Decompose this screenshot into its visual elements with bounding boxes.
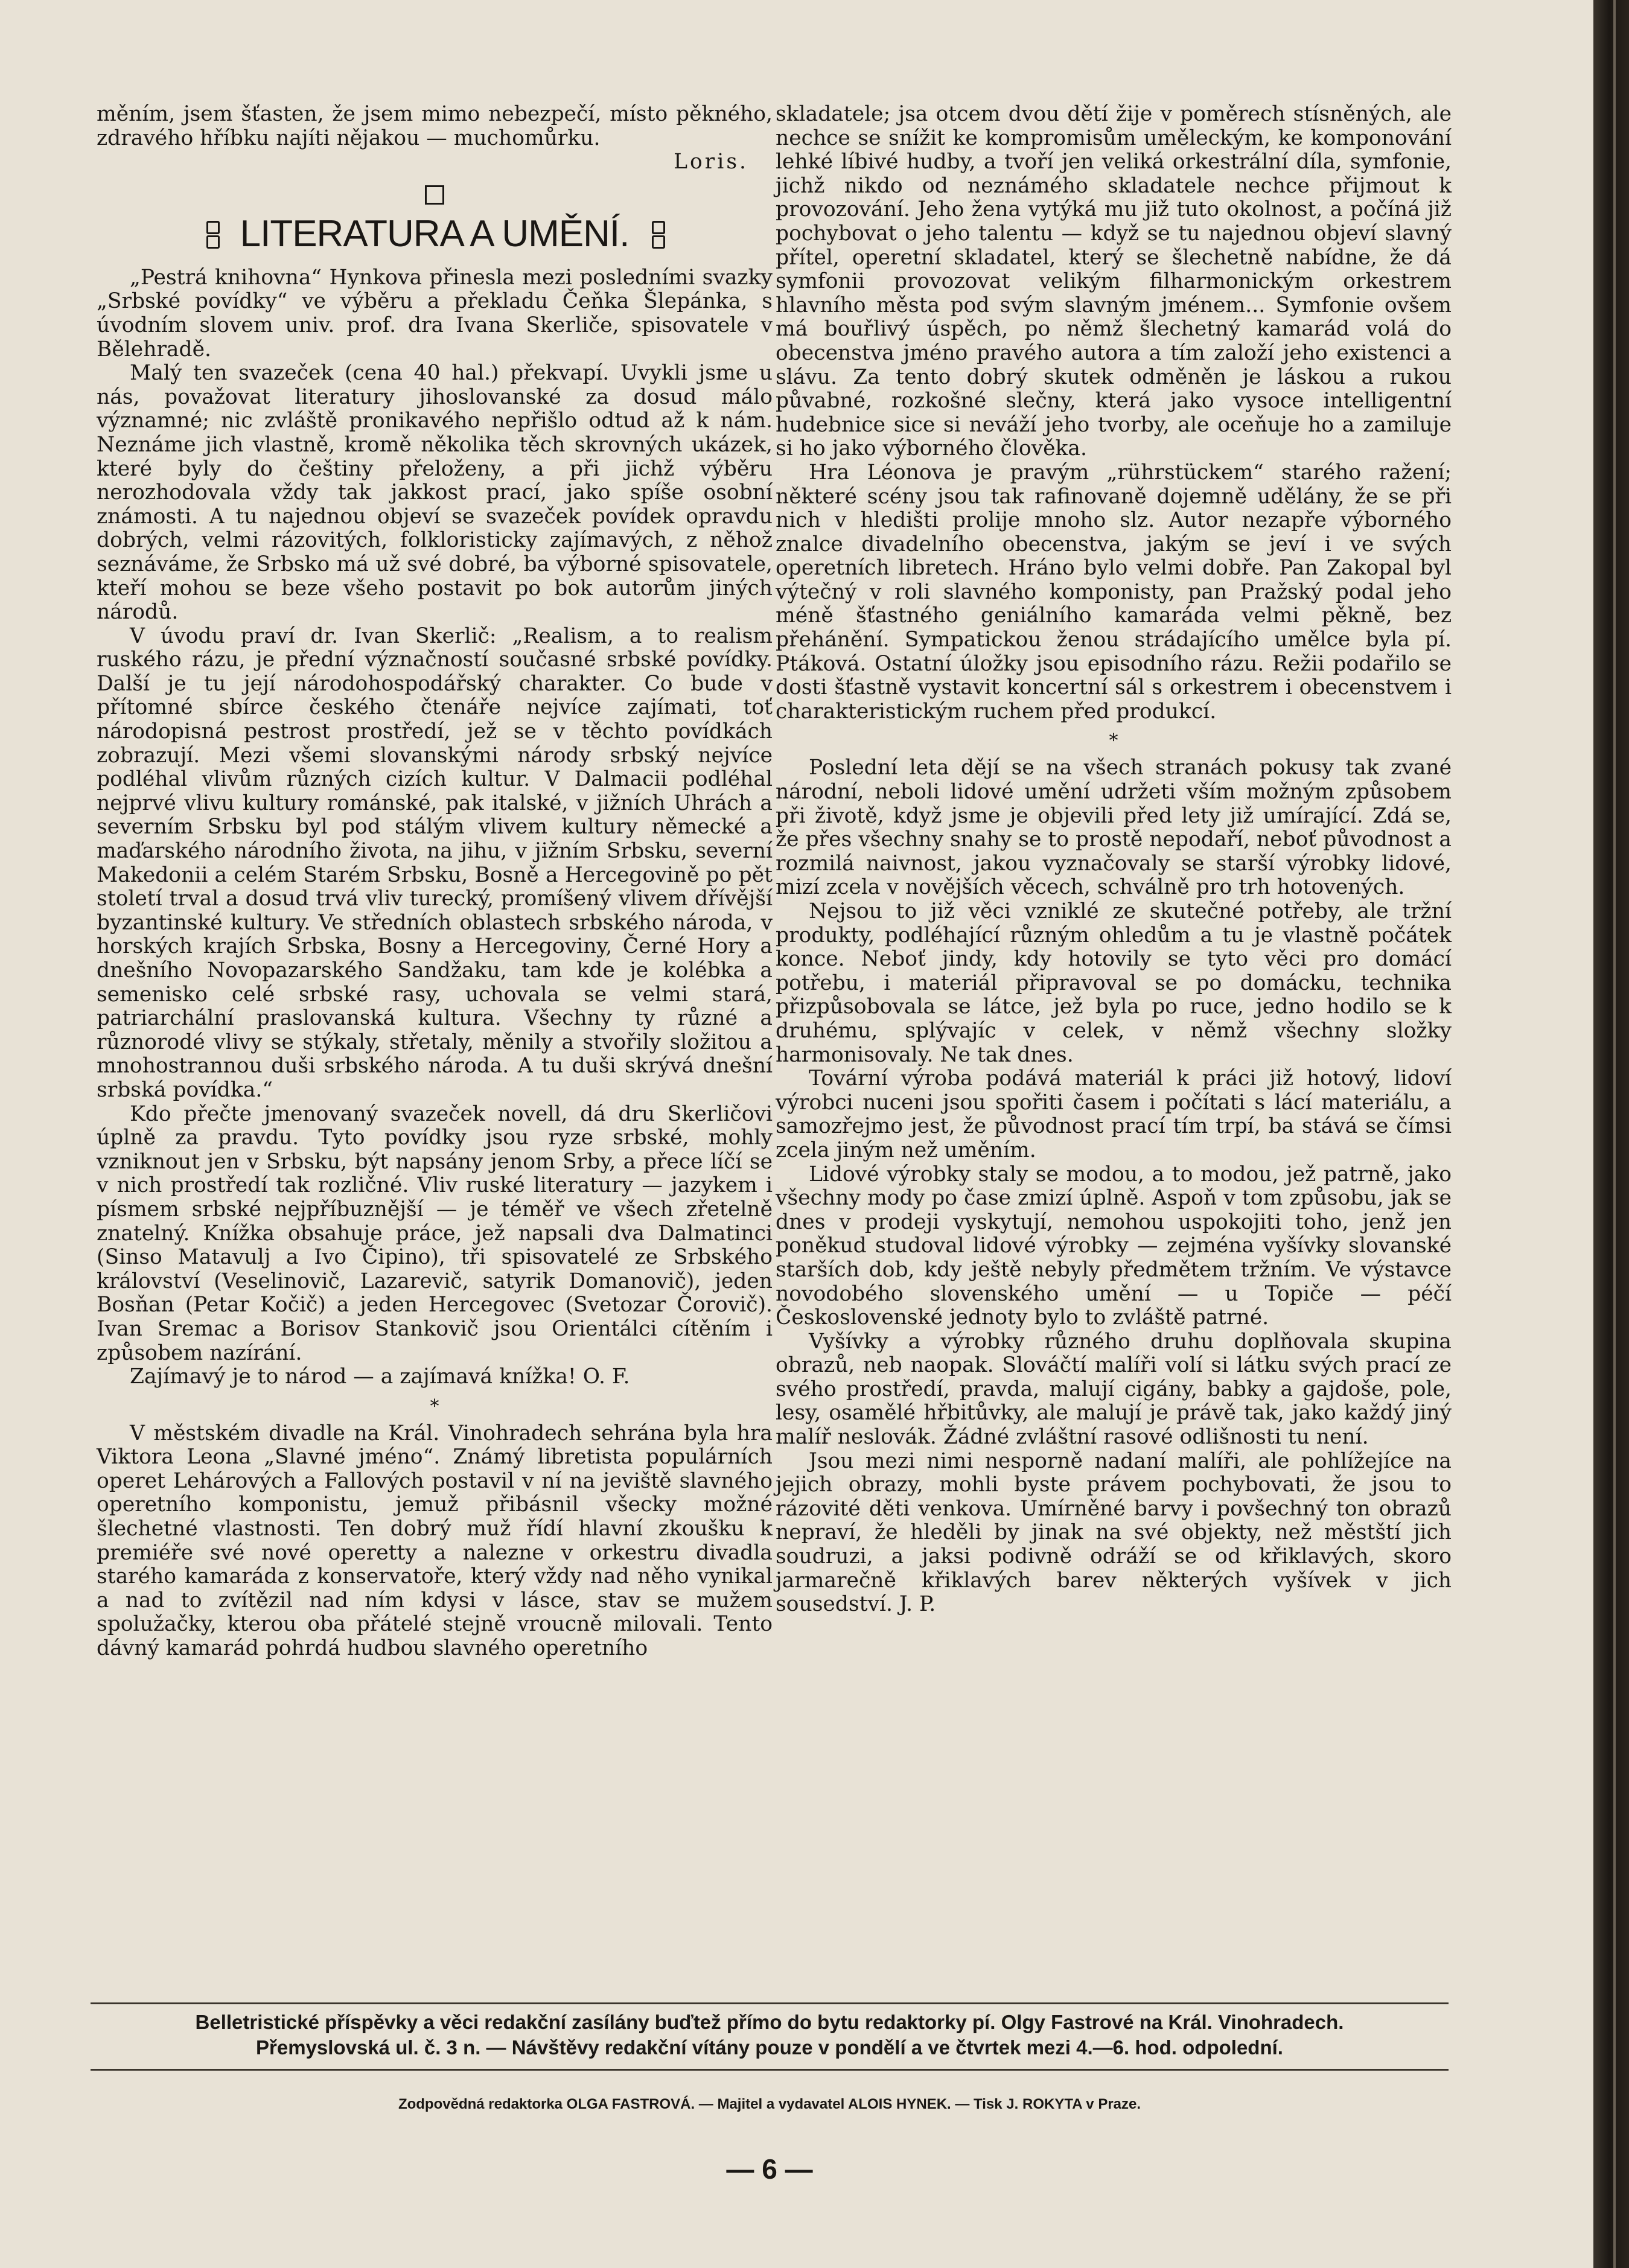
heading-ornament-left-icon — [206, 221, 217, 247]
section-separator: * — [1109, 730, 1118, 752]
article-paragraph: Kdo přečte jmenovaný svazeček novell, dá dru Skerličovi úplně za pravdu. Tyto povídky jsou ryze srbské, mohly vzniknout jen v Srbsku, být napsány jenom Srby, a přece líčí se v nich prostředí tak rozličné. Vliv ruské literatury — jazykem i písmem srbské nejpříbuznější — je téměř ve všech zřetelně znatelný. Knížka obsahuje práce, jež napsali dva Dalmatinci (Sinso Matavulj a Ivo Čipino), tři spisovatelé ze Srbského království (Veselinovič, Lazarevič, satyrik Domanovič), jeden Bosňan (Petar Kočič) a jeden Hercegovec (Svetozar Čorovič). Ivan Sremac a Borisov Stankovič jsou Orientálci cítěním i způsobem nazírání. — [97, 1101, 773, 1365]
binding-edge-line — [1613, 0, 1616, 2268]
intro-paragraph: měním, jsem šťasten, že jsem mimo nebezpečí, místo pěkného, zdravého hříbku najíti nějakou — muchomůrku. — [97, 102, 773, 150]
article-paragraph: Hra Léonova je pravým „rührstückem“ starého ražení; některé scény jsou tak rafinovaně dojemně udělány, že se při nich v hledišti prolije mnoho slz. Autor nezapře výborného znalce divadelního obecenstva, jakým se jeví i ve svých operetních libretech. Hráno bylo velmi dobře. Pan Zakopal byl výtečný v roli slavného komponisty, pan Pražský podal jeho méně šťastného geniálního kamaráda velmi pěkně, bez přehánění. Sympatickou ženou strádajícího umělce byla pí. Ptáková. Ostatní úložky jsou episodního rázu. Režii podařilo se dosti šťastně vystavit koncertní sál s orkestrem i obecenstvem i charakteristickým ruchem před produkcí. — [776, 460, 1452, 724]
right-column — [776, 103, 1452, 1617]
article-paragraph: Lidové výrobky staly se modou, a to modou, jež patrně, jako všechny mody po čase zmizí úplně. Aspoň v tom způsobu, jak se dnes v prodeji vyskytují, nemohou uspokojiti toho, jenž jen poněkud studoval lidové výrobky — zejména vyšívky slovanské starších dob, kdy ještě nebyly předmětem tržním. Ve výstavce novodobého slovenského umění — u Topiče — péčí Československé jednoty bylo to zvláště patrné. — [776, 1162, 1452, 1330]
article-paragraph: „Pestrá knihovna“ Hynkova přinesla mezi posledními svazky „Srbské povídky“ ve výběru a překladu Čeňka Šlepánka, s úvodním slovem univ. prof. dra Ivana Skerliče, spisovatele v Bělehradě. — [97, 265, 773, 362]
article-paragraph: Nejsou to již věci vzniklé ze skutečné potřeby, ale tržní produkty, podléhající různým ohledům a tu je vlastně počátek konce. Neboť jindy, kdy hotovily se tyto věci pro domácí potřebu, i materiál připravoval se po domácku, technika přizpůsobovala se látce, jež byla po ruce, jedno hodilo se k druhému, splývajíc v celek, v němž všechny složky harmonisovaly. Ne tak dnes. — [776, 899, 1452, 1067]
article-paragraph: skladatele; jsa otcem dvou dětí žije v poměrech stísněných, ale nechce se snížit ke kompromisům uměleckým, ke komponování lehké líbivé hudby, a tvoří jen veliká orkestrální díla, symfonie, jichž nikdo od neznámého skladatele nechce přijmout k provozování. Jeho žena vytýká mu již tuto okolnost, a počíná již pochybovat o jeho talentu — když se tu najednou objeví slavný přítel, operetní skladatel, který se šlechetně nabídne, že dá symfonii provozovat velikým filharmonickým orkestrem hlavního města pod svým slavným jménem... Symfonie ovšem má bouřlivý úspěch, po němž šlechetný kamarád volá do obecenstva jméno pravého autora a tím založí jeho existenci a slávu. Za tento dobrý skutek odměněn je láskou a rukou půvabné, rozkošné slečny, která jako vysoce intelligentní hudebnice sice si neváží jeho tvorby, ale oceňuje ho a zamiluje si ho jako výborného člověka. — [776, 102, 1452, 461]
article-paragraph: Malý ten svazeček (cena 40 hal.) překvapí. Uvykli jsme u nás, považovat literatury jihoslovanské za dosud málo významné; nic zvláště pronikavého nepřišlo odtud až k nám. Neznáme jich vlastně, kromě několika těch skrovných ukázek, které byly do češtiny přeloženy, a při jichž výběru nerozhodovala vždy tak jakkost prací, jako spíše osobní známosti. A tu najednou objeví se svazeček povídek opravdu dobrých, velmi rázovitých, folkloristicky zajímavých, z něhož seznáváme, že Srbsko má už své dobré, ba výborné spisovatele, kteří mohou se beze všeho postavit po bok autorům jiných národů. — [97, 361, 773, 625]
footer-middle-rule — [91, 2069, 1449, 2071]
editorial-notice-line1: Belletristické příspěvky a věci redakční zasílány buďtež přímo do bytu redaktorky pí. Olgy Fastrové na Král. Vinohradech. — [195, 2011, 1344, 2033]
section-square-icon — [425, 185, 444, 205]
heading-ornament-right-icon — [652, 221, 663, 247]
footer-top-rule — [91, 2002, 1449, 2004]
article-paragraph: Tovární výroba podává materiál k práci již hotový, lidoví výrobci nuceni jsou spořiti časem i počítati s lácí materiálu, a samozřejmo jest, že původnost prací tím trpí, ba stává se čímsi zcela jiným než uměním. — [776, 1066, 1452, 1162]
section-separator: * — [430, 1395, 439, 1417]
binding-edge — [1593, 0, 1629, 2268]
editorial-notice-line2: Přemyslovská ul. č. 3 n. — Návštěvy redakční vítány pouze v pondělí a ve čtvrtek mezi 4.—6. hod. odpolední. — [256, 2036, 1283, 2059]
section-heading — [97, 213, 773, 255]
article-paragraph: V městském divadle na Král. Vinohradech sehrána byla hra Viktora Leona „Slavné jméno“. Známý libretista populárních operet Lehárových a Fallových postavil v ní na jeviště slavného operetního komponistu, jemuž přibásnil všecky možné šlechetné vlastnosti. Ten dobrý muž řídí hlavní zkoušku k premiéře své nové operetty a nalezne v orkestru divadla starého kamaráda z konservatoře, který vždy nad něho vynikal a nad to zvítězil nad ním kdysi v lásce, stav se mužem spolužačky, kterou oba přátelé stejně vroucně milovali. Tento dávný kamarád pohrdá hudbou slavného operetního — [97, 1421, 773, 1661]
article-paragraph: Vyšívky a výrobky různého druhu doplňovala skupina obrazů, neb naopak. Slováčtí malíři volí si látku svých prací ze svého prostředí, pravda, malují cigány, babky a gajdoše, pole, lesy, osamělé hřbitůvky, ale malují je právě tak, jako každý jiný malíř neslovák. Žádné zvláštní rasové odlišnosti tu není. — [776, 1329, 1452, 1450]
left-column — [97, 103, 773, 1661]
signature-loris: Loris. — [674, 150, 748, 174]
page-number: — 6 — — [726, 2153, 813, 2185]
section-heading-text: LITERATURA A UMĚNÍ. — [240, 212, 630, 255]
editorial-notice — [91, 2010, 1449, 2060]
article-paragraph-signed: Zajímavý je to národ — a zajímavá knížka! O. F. — [130, 1365, 630, 1389]
imprint-line: Zodpovědná redaktorka OLGA FASTROVÁ. — Majitel a vydavatel ALOIS HYNEK. — Tisk J. ROKYTA v Praze. — [398, 2096, 1141, 2112]
article-paragraph: V úvodu praví dr. Ivan Skerlič: „Realism, a to realism ruského rázu, je přední význačností současné srbské povídky. Další je tu její národohospodářský charakter. Co bude v přítomné sbírce českého čtenáře nejvíce zajímati, toť národopisná pestrost prostředí, jež se v těchto povídkách zobrazují. Mezi všemi slovanskými národy srbský nejvíce podléhal vlivům různých cizích kultur. V Dalmacii podléhal nejprvé vlivu kultury románské, pak italské, v jižních Uhrách a severním Srbsku byl pod stálým vlivem kultury německé a maďarského národního života, na jihu, v jižním Srbsku, severní Makedonii a celém Starém Srbsku, Bosně a Hercegovině po pět století trval a dosud trvá vliv turecký, promíšený vlivem dřívější byzantinské kultury. Ve středních oblastech srbského národa, v horských krajích Srbska, Bosny a Hercegoviny, Černé Hory a dnešního Novopazarského Sandžaku, tam kde je kolébka a semenisko celé srbské rasy, uchovala se velmi stará, patriarchální praslovanská kultura. Všechny ty různé a různorodé vlivy se stýkaly, střetaly, měnily a stvořily složitou a mnohostrannou duši srbského národa. A tu duši skrývá dnešní srbská povídka.“ — [97, 623, 773, 1102]
article-paragraph-signed: Jsou mezi nimi nesporně nadaní malíři, ale pohlížejíce na jejich obrazy, mohli byste právem pochybovati, že jsou to rázovité děti venkova. Umírněné barvy i povšechný ton obrazů nepraví, že hleděli by jinak na své objekty, než městští jich soudruzi, a jaksi podivně odráží se od křiklavých, skoro jarmarečně křiklavých barev některých vyšívek v jich sousedství. J. P. — [776, 1448, 1452, 1617]
article-paragraph: Poslední leta dějí se na všech stranách pokusy tak zvané národní, neboli lidové umění udržeti vším možným způsobem při životě, když jsme je objevili před lety již umírající. Zdá se, že přes všechny snahy se to prostě nepodaří, neboť původnost a rozmilá naivnost, jakou vyznačovaly se starší výrobky lidové, mizí zcela v novějších věcech, schválně pro trh hotovených. — [776, 756, 1452, 900]
